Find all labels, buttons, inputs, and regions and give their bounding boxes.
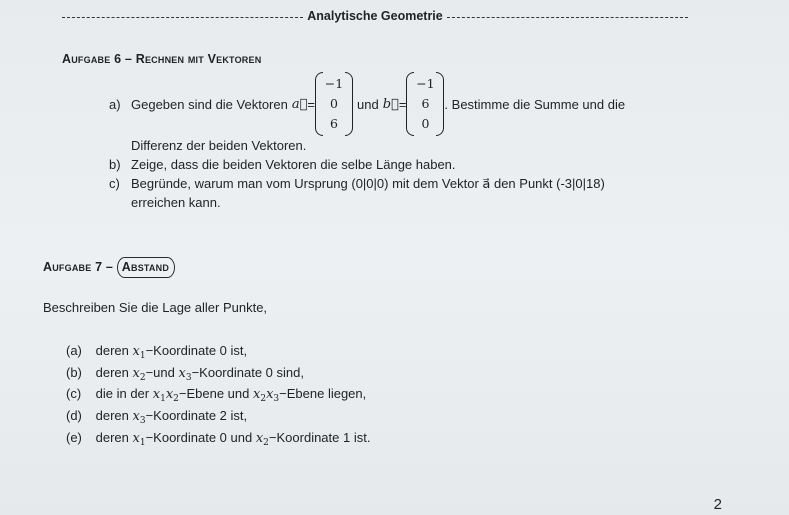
math-var: $x_1x_2$: [152, 387, 179, 404]
paren-left: [406, 72, 414, 136]
item-label: (b): [66, 365, 82, 380]
math-var: $x_2x_3$: [253, 387, 280, 404]
math-var: $x_2$: [132, 366, 146, 383]
item-text: deren: [95, 343, 129, 358]
item-label: (c): [66, 386, 82, 401]
item-label: (e): [66, 430, 82, 445]
paren-right: [436, 72, 444, 136]
vector-b-matrix: [406, 72, 444, 136]
task6-item-c: [109, 176, 605, 192]
item-text: −Ebene liegen,: [279, 386, 367, 401]
item-b-text: Zeige, dass die beiden Vektoren die selbe Länge haben.: [131, 157, 456, 172]
header-title: Analytische Geometrie: [307, 9, 443, 23]
item-text: deren: [95, 430, 129, 445]
task7-intro: Beschreiben Sie die Lage aller Punkte,: [43, 300, 268, 315]
equals-sign: =: [398, 96, 407, 112]
task6-item-a: [109, 72, 625, 136]
task7-item-d: [66, 408, 247, 426]
item-text: −Koordinate 0 und: [145, 430, 253, 445]
task7-item-a: [66, 343, 247, 361]
task7-title: [43, 257, 175, 278]
task7-item-e: [66, 430, 370, 448]
task7-title-abstand: Abstand: [121, 260, 170, 274]
task6-title: Aufgabe 6 – Rechnen mit Vektoren: [62, 52, 262, 66]
header-rule-right: [447, 17, 688, 18]
header: [62, 9, 688, 23]
item-text: −Koordinate 0 ist,: [145, 343, 248, 358]
vector-a-y: 0: [330, 96, 338, 111]
item-text: −Koordinate 0 sind,: [191, 365, 304, 380]
item-text: deren: [95, 408, 129, 423]
math-var: $x_3$: [178, 366, 192, 383]
item-text: −Koordinate 1 ist.: [268, 430, 371, 445]
vector-a-x: −1: [324, 76, 344, 91]
item-label: a): [109, 96, 121, 112]
math-var: $x_1$: [132, 431, 146, 448]
vector-b-x: −1: [416, 76, 435, 91]
equals-sign: =: [307, 96, 315, 112]
item-a-pre-text: Gegeben sind die Vektoren: [131, 96, 288, 112]
vector-a-matrix: [315, 72, 353, 136]
und-text: und: [357, 96, 379, 112]
item-label: c): [109, 176, 120, 191]
task7-item-c: [66, 386, 366, 404]
item-text: −Ebene und: [178, 386, 250, 401]
item-c-continuation: erreichen kann.: [131, 195, 221, 210]
task6-item-b: [109, 157, 456, 172]
item-text: die in der: [95, 386, 150, 401]
handwritten-circle-annotation: [117, 257, 175, 278]
item-c-text: Begründe, warum man vom Ursprung (0|0|0) mit dem Vektor a⃗ den Punkt (-3|0|18): [131, 176, 605, 191]
math-var: $x_3$: [132, 409, 146, 426]
vector-b-z: 0: [421, 116, 430, 131]
item-label: (d): [66, 408, 82, 423]
paren-right: [345, 72, 353, 136]
vector-a-z: 6: [330, 116, 338, 131]
task7-title-prefix: Aufgabe 7 –: [43, 260, 114, 274]
item-label: (a): [66, 343, 82, 358]
header-rule-left: [62, 17, 303, 18]
item-a-post-text: . Bestimme die Summe und die: [444, 96, 626, 112]
item-text: −und: [145, 365, 175, 380]
math-var: $x_1$: [132, 344, 146, 361]
vector-b-y: 6: [421, 96, 430, 111]
vector-b-name: b⃗: [382, 96, 399, 112]
task7-item-b: [66, 365, 304, 383]
item-text: deren: [95, 365, 129, 380]
vector-a-name: a⃗: [291, 96, 308, 112]
item-a-continuation: Differenz der beiden Vektoren.: [131, 138, 307, 153]
math-var: $x_2$: [255, 431, 269, 448]
page-number: 2: [713, 496, 722, 513]
paren-left: [315, 72, 323, 136]
item-label: b): [109, 157, 121, 172]
item-text: −Koordinate 2 ist,: [145, 408, 248, 423]
